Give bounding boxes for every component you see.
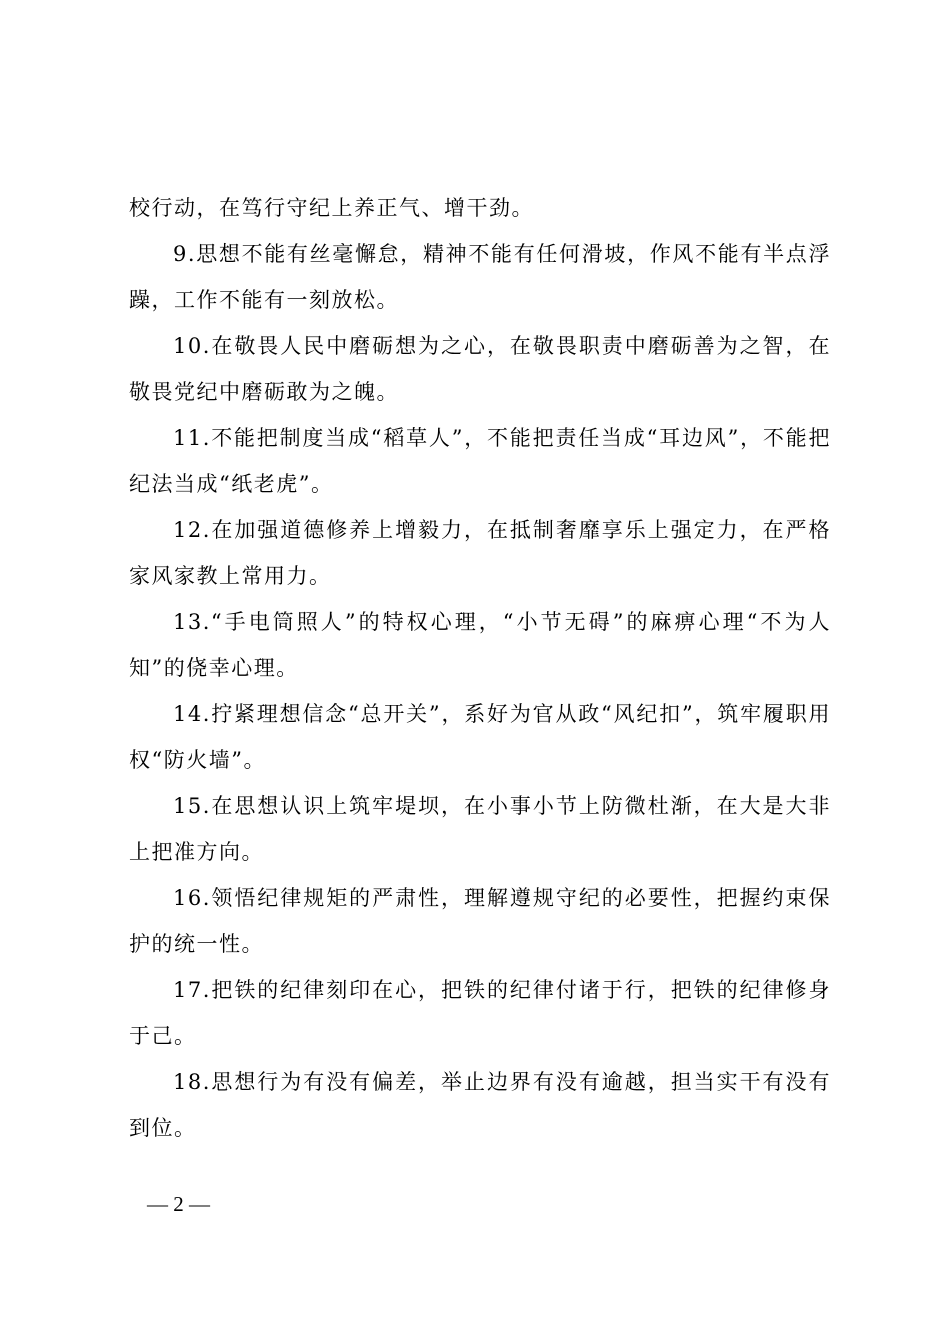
page-number: — 2 —: [147, 1192, 210, 1216]
document-body: [129, 185, 831, 1151]
list-item-14: 14.拧紧理想信念“总开关”，系好为官从政“风纪扣”，筑牢履职用权“防火墙”。: [129, 702, 831, 772]
list-item-11: 11.不能把制度当成“稻草人”，不能把责任当成“耳边风”，不能把纪法当成“纸老虎”。: [129, 426, 831, 496]
list-item-13: 13.“手电筒照人”的特权心理，“小节无碍”的麻痹心理“不为人知”的侥幸心理。: [129, 610, 831, 680]
list-item-15: 15.在思想认识上筑牢堤坝，在小事小节上防微杜渐，在大是大非上把准方向。: [129, 794, 831, 864]
list-item-12: 12.在加强道德修养上增毅力，在抵制奢靡享乐上强定力，在严格家风家教上常用力。: [129, 518, 831, 588]
list-item-9: 9.思想不能有丝毫懈怠，精神不能有任何滑坡，作风不能有半点浮躁，工作不能有一刻放松。: [129, 242, 831, 312]
list-item-18: 18.思想行为有没有偏差，举止边界有没有逾越，担当实干有没有到位。: [129, 1070, 831, 1140]
list-item-17: 17.把铁的纪律刻印在心，把铁的纪律付诸于行，把铁的纪律修身于己。: [129, 978, 831, 1048]
paragraph-continuation: 校行动，在笃行守纪上养正气、增干劲。: [129, 196, 534, 220]
list-item-10: 10.在敬畏人民中磨砺想为之心，在敬畏职责中磨砺善为之智，在敬畏党纪中磨砺敢为之魄。: [129, 334, 831, 404]
list-item-16: 16.领悟纪律规矩的严肃性，理解遵规守纪的必要性，把握约束保护的统一性。: [129, 886, 831, 956]
